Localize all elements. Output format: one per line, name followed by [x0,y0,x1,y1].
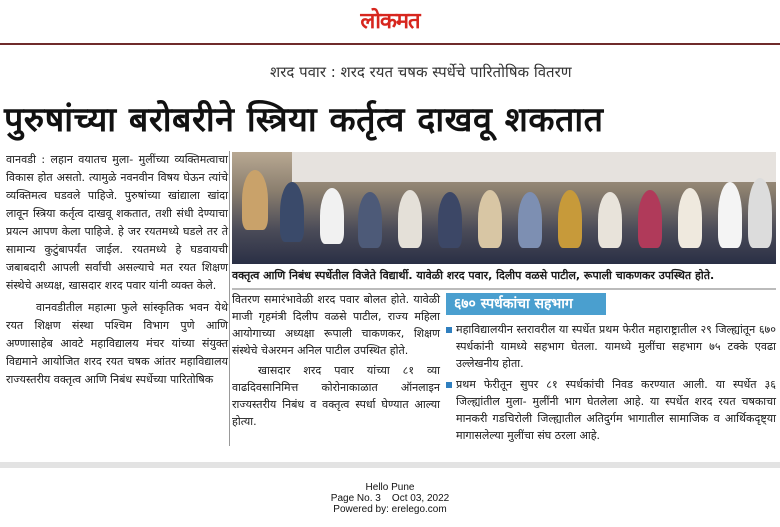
photo-figure [598,192,622,248]
photo-figure [358,192,382,248]
photo-figure [478,190,502,248]
lokmat-logo: लोकमत [360,9,420,34]
photo-figure [638,190,662,248]
photo-figure [678,188,702,248]
section-subhead: ६७० स्पर्धकांचा सहभाग [446,293,606,315]
article-column-middle [232,291,440,451]
photo-figure [320,188,344,244]
photo-figure [558,190,582,248]
column-divider [229,151,230,446]
event-photo [232,152,776,264]
bullet-item: महाविद्यालयीन स्तरावरील या स्पर्धेत प्रथम फेरीत महाराष्ट्रातील २९ जिल्ह्यांतून ६७० स्पर्धकांनी यामध्ये सहभाग घेतला. यामध्ये मुलींचा सहभाग ७५ टक्के एवढा उल्लेखनीय होता. [446,321,776,372]
stage-banner [292,152,776,182]
paragraph: वितरण समारंभावेळी शरद पवार बोलत होते. यावेळी माजी गृहमंत्री दिलीप वळसे पाटील, राज्य महिला आयोगाच्या अध्यक्षा रूपाली चाकणकर, शिक्षण संस्थेचे चेअरमन अनिल पाटील उपस्थित होते. [232,293,440,357]
page-footer [0,482,780,515]
bullet-item: प्रथम फेरीतून सुपर ८१ स्पर्धकांची निवड करण्यात आली. या स्पर्धेत ३६ जिल्ह्यांतील मुला- मुलींनी भाग घेतलेला आहे. या स्पर्धेत शरद रयत चषकाचा मानकरी गडचिरोली जिल्ह्यातील अतिदुर्गम भागातील सामाजिक व आर्थिकदृष्ट्या मागासलेल्या मुलींचा संघ ठरला आहे. [446,376,776,444]
masthead [0,0,780,44]
article-column-left [6,151,228,446]
paragraph: वानवडी : लहान वयातच मुला- मुलींच्या व्यक्तिमत्वाचा विकास होत असतो. त्यामुळे नवनवीन विषय घेऊन त्यांचे व्यक्तिमत्व घडवले पाहिजे. पुरुषांच्या खांद्याला खांदा लावून स्त्रिया कर्तृत्व दाखवू शकतात, तशी संधी देण्याचा प्रयत्न आपण केला पाहिजे. हे जर रयतमध्ये घडले तर ते सामान्य कुटुंबापर्यंत जाईल. रयतमध्ये हे घडवायची जबाबदारी आपली सर्वांची असल्याचे मत रयत शिक्षण संस्थेचे अध्यक्ष, खासदार शरद पवार यांनी व्यक्त केले. [6,153,228,292]
paragraph: खासदार शरद पवार यांच्या ८१ व्या वाढदिवसानिमित्त कोरोनाकाळात ऑनलाइन राज्यस्तरीय निबंध व वक्तृत्व स्पर्धा घेण्यात आल्या होत्या. [232,364,440,428]
footer-edition: Hello Pune [365,482,415,493]
article-kicker: शरद पवार : शरद रयत चषक स्पर्धेचे पारितोषिक वितरण [270,63,572,81]
photo-caption: वक्तृत्व आणि निबंध स्पर्धेतील विजेते विद्यार्थी. यावेळी शरद पवार, दिलीप वळसे पाटील, रूपाली चाकणकर उपस्थित होते. [232,266,776,290]
photo-figure [748,178,772,248]
article-headline: पुरुषांच्या बरोबरीने स्त्रिया कर्तृत्व दाखवू शकतात [4,100,604,140]
photo-figure [438,192,462,248]
photo-figure [398,190,422,248]
photo-figure [718,182,742,248]
photo-figure [242,170,268,230]
masthead-rule [0,43,780,45]
footer-page-info: Page No. 3 Oct 03, 2022 [330,493,450,504]
page-bottom-band [0,462,780,468]
photo-figure [280,182,304,242]
paragraph: वानवडीतील महात्मा फुले सांस्कृतिक भवन येथे रयत शिक्षण संस्था पश्चिम विभाग पुणे आणि अण्णासाहेब आवटे महाविद्यालय मंचर यांच्या संयुक्त विद्यमाने आयोजित शरद रयत चषक आंतर महाविद्यालय राज्यस्तरीय वक्तृत्व आणि निबंध स्पर्धेच्या पारितोषिक [6,301,228,386]
photo-figure [518,192,542,248]
footer-powered-by: Powered by: erelego.com [333,504,447,515]
article-column-right [446,321,776,448]
